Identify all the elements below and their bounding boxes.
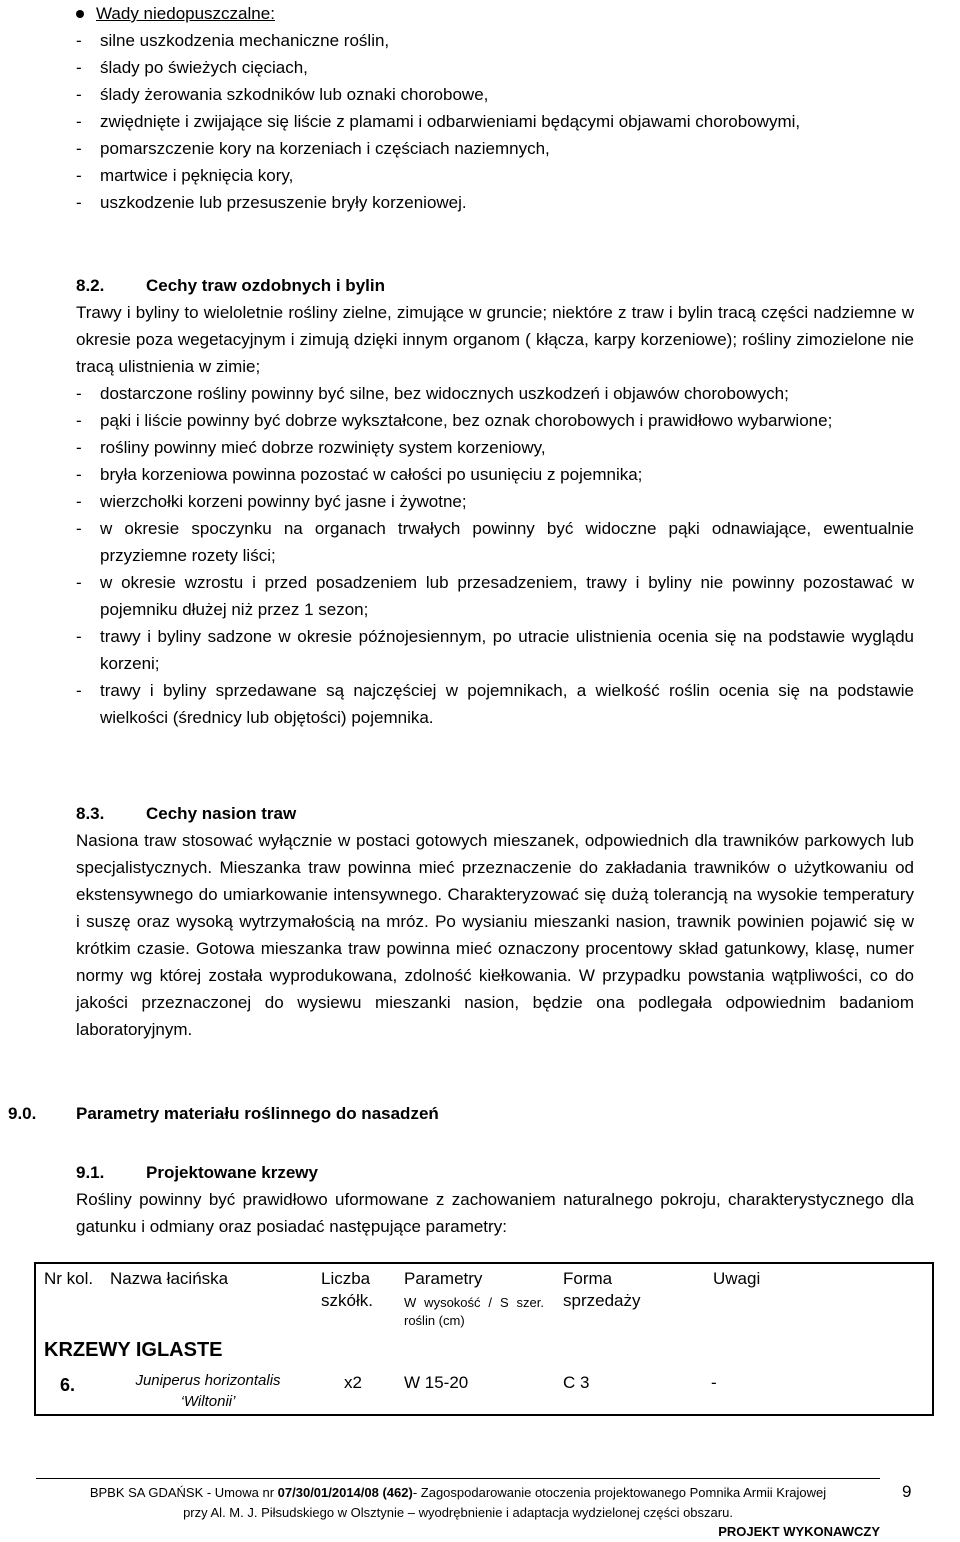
list-item: - uszkodzenie lub przesuszenie bryły korzeniowej.: [76, 193, 467, 212]
row-notes: -: [711, 1373, 717, 1392]
defects-list: [76, 27, 914, 216]
section-heading: 9.1. Projektowane krzewy: [76, 1163, 318, 1182]
row-form: C 3: [563, 1373, 590, 1392]
section-9-1: [76, 1159, 914, 1240]
row-params: W 15-20: [404, 1373, 469, 1392]
footer-line-2: przy Al. M. J. Piłsudskiego w Olsztynie – wyodrębnienie i adaptacja wydzielonej części obszaru.: [183, 1505, 733, 1520]
list-item: - ślady po świeżych cięciach,: [76, 58, 308, 77]
group-label: KRZEWY IGLASTE: [44, 1339, 223, 1361]
section-heading: 8.3. Cechy nasion traw: [76, 804, 297, 823]
document-page: Wady niedopuszczalne: - silne uszkodzenia mechaniczne roślin, - ślady po świeżych cięciach, - ślady żerowania szkodników lub oznaki chorobowe, - zwiędnięte i zwijające się liście z plamami i odbarwieniami będącymi objawami chorobowymi, - pomarszczenie kory na korzeniach i częściach naziemnych, - martwice i pęknięcia kory, - uszkodzenie lub przesuszenie bryły korzeniowej. 8.2. Cechy traw ozdobnych i bylin Trawy i byliny to wieloletnie rośliny zielne, zimujące w gruncie; niektóre z traw i bylin tracą części nadziemne w okresie poza wegetacyjnym i zimują dzięki innym organom ( kłącza, karpy korzeniowe); rośliny zimozielone nie tracą ulistnienia w zimie; - dostarczone rośliny powinny być silne, bez widocznych uszkodzeń i objawów chorobowych; - pąki i liście powinny być dobrze wykształcone, bez oznak chorobowych i prawidłowo wybarwione; - rośliny powinny mieć dobrze rozwinięty system korzeniowy, - bryła korzeniowa powinna pozostać w całości po usunięciu z pojemnika; - wierzchołki korzeni powinny być jasne i żywotne; - w okresie spoczynku na organach trwałych powinny być widoczne pąki odnawiające, ewentualnie przyziemne rozety liści; - w okresie wzrostu i przed posadzeniem lub przesadzeniem, trawy i byliny nie powinny pozostawać w pojemniku dłużej niż przez 1 sezon; - trawy i byliny sadzone w okresie późnojesiennym, po utracie ulistnienia ocenia się na podstawie wyglądu korzeni; - trawy i byliny sprzedawane są najczęściej w pojemnikach, a wielkość roślin ocenia się na podstawie wielkości (średnicy lub objętości) pojemnika. 8.3. Cechy nasion traw Nasiona traw stosować wyłącznie w postaci gotowych mieszanek, odpowiednich dla trawników parkowych lub specjalistycznych. Mieszanka traw powinna mieć przeznaczenie do zakładania trawników o użytkowaniu od ekstensywnego do umiarkowanie intensywnego. Charakteryzować się dużą tolerancją na wysokie temperatury i suszę oraz wysoką wytrzymałością na mróz. Po wysianiu mieszanki nasion, trawnik powinien pojawić się w krótkim czasie. Gotowa mieszanka traw powinna mieć oznaczony procentowy skład gatunkowy, klasę, numer normy wg której została wyprodukowana, zdolność kiełkowania. W przypadku powstania wątpliwości, co do jakości przeznaczonej do wysiewu mieszanki nasion, będzie ona podlegała odpowiednim badaniom laboratoryjnym. 9.0. Parametry materiału roślinnego do nasadzeń 9.1. Projektowane krzewy Rośliny powinny być prawidłowo uformowane z zachowaniem naturalnego pokroju, charakterystycznego dla gatunku i odmiany oraz posiadać następujące parametry: Nr kol. Nazwa łacińska Liczba szkółk. Parametry W wysokość / S szer. roślin (cm) Forma sprzedaży Uwagi KRZEWY IGLASTE 6. Juniperus horizontalis ‘Wiltonii’ x2 W 15-20 C 3 - BPBK SA GDAŃSK - Umowa nr 07/30/01/2014/08 (462)- Zagospodarowanie otoczenia projektowanego Pomnika Armii Krajowej przy Al. M. J. Piłsudskiego w Olsztynie – wyodrębnienie i adaptacja wydzielonej części obszaru. PROJEKT WYKONAWCZY 9: [0, 0, 960, 1542]
list-item: - zwiędnięte i zwijające się liście z plamami i odbarwieniami będącymi objawami chorobowymi,: [76, 112, 801, 131]
list-item: - ślady żerowania szkodników lub oznaki chorobowe,: [76, 85, 489, 104]
section-intro: Trawy i byliny to wieloletnie rośliny zielne, zimujące w gruncie; niektóre z traw i bylin tracą części nadziemne w okresie poza wegetacyjnym i zimują dzięki innym organom ( kłącza, karpy korzeniowe); rośliny zimozielone nie tracą ulistnienia w zimie;: [76, 303, 914, 376]
list-item: - bryła korzeniowa powinna pozostać w całości po usunięciu z pojemnika;: [76, 465, 643, 484]
header-qty: Liczba szkółk.: [321, 1269, 373, 1310]
list-item: - trawy i byliny sadzone w okresie późnojesiennym, po utracie ulistnienia ocenia się na podstawie wyglądu korzeni;: [76, 627, 914, 673]
bullet-icon: [76, 10, 84, 18]
header-name: Nazwa łacińska: [110, 1269, 229, 1288]
list-item: - martwice i pęknięcia kory,: [76, 166, 294, 185]
row-name: Juniperus horizontalis ‘Wiltonii’: [135, 1372, 281, 1410]
traits-list: [76, 380, 914, 731]
list-item: - dostarczone rośliny powinny być silne, bez widocznych uszkodzeń i objawów chorobowych;: [76, 384, 789, 403]
section-text: Rośliny powinny być prawidłowo uformowane z zachowaniem naturalnego pokroju, charakterystycznego dla gatunku i odmiany oraz posiadać następujące parametry:: [76, 1190, 914, 1236]
footer-divider: [36, 1478, 880, 1479]
footer-line-1: BPBK SA GDAŃSK - Umowa nr 07/30/01/2014/08 (462)- Zagospodarowanie otoczenia projektowanego Pomnika Armii Krajowej: [89, 1485, 827, 1500]
list-item: - silne uszkodzenia mechaniczne roślin,: [76, 31, 390, 50]
section-8-2: [76, 272, 914, 731]
list-item: - trawy i byliny sprzedawane są najczęściej w pojemnikach, a wielkość roślin ocenia się na podstawie wielkości (średnicy lub objętości) pojemnika.: [76, 681, 914, 727]
page-number: 9: [902, 1482, 912, 1501]
header-form: Forma sprzedaży: [563, 1269, 641, 1310]
section-8-3: [76, 800, 914, 1043]
section-text: Nasiona traw stosować wyłącznie w postaci gotowych mieszanek, odpowiednich dla trawników parkowych lub specjalistycznych. Mieszanka traw powinna mieć przeznaczenie do zakładania trawników o użytkowaniu od ekstensywnego do umiarkowanie intensywnego. Charakteryzować się dużą tolerancją na wysokie temperatury i suszę oraz wysoką wytrzymałością na mróz. Po wysianiu mieszanki nasion, trawnik powinien pojawić się w krótkim czasie. Gotowa mieszanka traw powinna mieć oznaczony procentowy skład gatunkowy, klasę, numer normy wg której została wyprodukowana, zdolność kiełkowania. W przypadku powstania wątpliwości, co do jakości przeznaczonej do wysiewu mieszanki nasion, będzie ona podlegała odpowiednim badaniom laboratoryjnym.: [76, 831, 914, 1039]
section-heading: 8.2. Cechy traw ozdobnych i bylin: [76, 276, 385, 295]
list-item: - w okresie spoczynku na organach trwałych powinny być widoczne pąki odnawiające, ewentualnie przyziemne rozety liści;: [76, 519, 914, 565]
row-nr: 6.: [60, 1375, 76, 1395]
header-nr: Nr kol.: [44, 1269, 94, 1288]
list-item: - w okresie wzrostu i przed posadzeniem lub przesadzeniem, trawy i byliny nie powinny pozostawać w pojemniku dłużej niż przez 1 sezon;: [76, 573, 914, 619]
section-9-0-heading: 9.0. Parametry materiału roślinnego do nasadzeń: [8, 1104, 439, 1123]
header-params: Parametry: [404, 1269, 483, 1288]
header-notes: Uwagi: [713, 1269, 761, 1288]
header-params-sub: W wysokość / S szer. roślin (cm): [404, 1295, 544, 1328]
footer-line-3: PROJEKT WYKONAWCZY: [718, 1524, 880, 1539]
list-item: - wierzchołki korzeni powinny być jasne i żywotne;: [76, 492, 467, 511]
row-qty: x2: [344, 1373, 362, 1392]
list-item: - pąki i liście powinny być dobrze wykształcone, bez oznak chorobowych i prawidłowo wybarwione;: [76, 411, 833, 430]
list-item: - rośliny powinny mieć dobrze rozwinięty system korzeniowy,: [76, 438, 546, 457]
list-item: - pomarszczenie kory na korzeniach i częściach naziemnych,: [76, 139, 550, 158]
